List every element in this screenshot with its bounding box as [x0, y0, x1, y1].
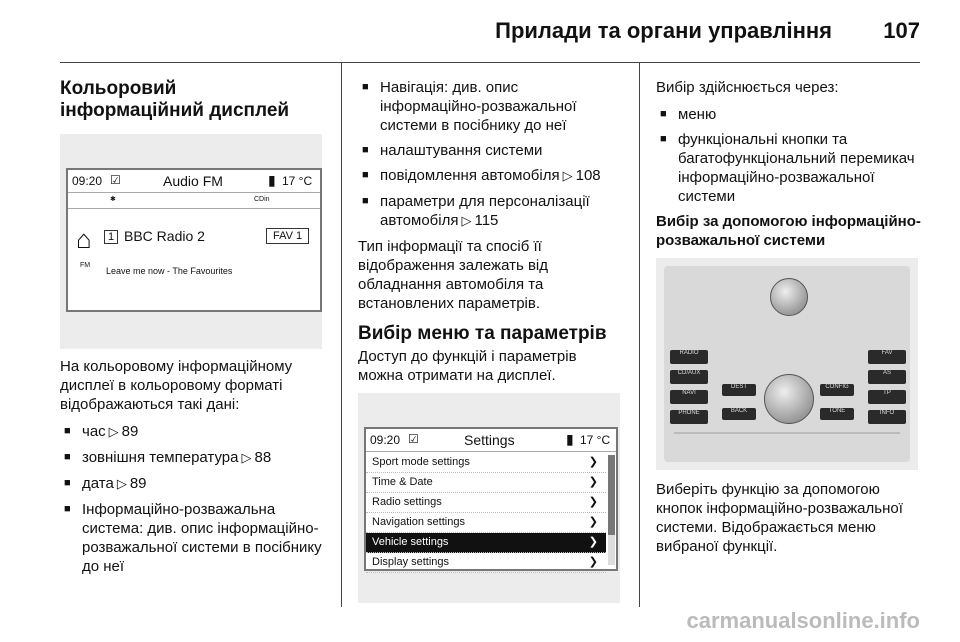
paragraph: Тип інформації та спосіб її відображення залежать від обладнання автомобіля та встановлених параметрів. — [358, 238, 549, 312]
info-list — [358, 78, 620, 231]
radio-icon: ⌂ — [76, 224, 92, 254]
screen-title: Audio FM — [163, 173, 223, 189]
reference-arrow-icon: ▷ — [108, 425, 119, 440]
intro-text: На кольоровому інформаційному дисплеї в кольоровому форматі відображаються такі дані: — [60, 358, 293, 413]
tone-button[interactable]: TONE — [820, 408, 854, 420]
thermometer-icon: ▮ — [566, 431, 574, 447]
intro-text: Вибір здійснюється через: — [656, 79, 839, 96]
section-heading: Вибір меню та параметрів — [358, 323, 607, 344]
menu-item-selected[interactable]: Vehicle settings ❯ — [366, 533, 606, 553]
status-bar — [366, 429, 616, 452]
header-title: Прилади та органи управління — [495, 18, 832, 43]
list-item: ■ меню — [656, 105, 924, 124]
chevron-right-icon: ❯ — [588, 476, 598, 488]
settings-screen — [364, 427, 618, 571]
as-button[interactable]: AS — [868, 370, 906, 384]
menu-item[interactable]: Navigation settings ❯ — [366, 513, 606, 533]
list-item: ■ налаштування системи — [358, 141, 620, 160]
audio-display-figure — [60, 134, 322, 349]
navi-button[interactable]: NAVI — [670, 390, 708, 404]
section-heading: Вибір за допомогою інформаційно-розважальної системи — [656, 213, 921, 249]
column-divider — [639, 62, 640, 607]
section-heading: Кольоровий інформаційний дисплей — [60, 78, 290, 121]
chevron-right-icon: ❯ — [588, 496, 598, 508]
radio-button[interactable]: RADIO — [670, 350, 708, 364]
band-label: FM — [80, 262, 91, 269]
status-bar — [68, 170, 320, 193]
multifunction-knob[interactable] — [764, 374, 814, 424]
clock: 09:20 — [72, 174, 103, 188]
list-item: ■ Навігація: див. опис інформаційно-розважальної системи в посібнику до неї — [358, 78, 620, 135]
audio-icon: ☑ — [110, 173, 121, 187]
thermometer-icon: ▮ — [268, 172, 276, 188]
list-item: ■ параметри для персоналізації автомобіля ▷ 115 — [358, 192, 620, 231]
tp-button[interactable]: TP — [868, 390, 906, 404]
phone-button[interactable]: PHONE — [670, 410, 708, 424]
chevron-right-icon: ❯ — [588, 456, 598, 468]
page-header — [60, 0, 920, 63]
column-3 — [656, 78, 924, 564]
info-list — [60, 422, 322, 576]
control-panel — [664, 266, 910, 462]
chevron-right-icon: ❯ — [588, 516, 598, 528]
chevron-right-icon: ❯ — [588, 536, 598, 548]
list-item: ■ повідомлення автомобіля ▷ 108 — [358, 166, 620, 186]
cd-aux-button[interactable]: CD/AUX — [670, 370, 708, 384]
chevron-right-icon: ❯ — [588, 556, 598, 568]
temperature: 17 °C — [580, 433, 611, 447]
paragraph: Виберіть функцію за допомогою кнопок інформаційно-розважальної системи. Відображається меню вибраної функції. — [656, 481, 903, 555]
reference-arrow-icon: ▷ — [562, 169, 573, 184]
track-info: Leave me now - The Favourites — [106, 266, 233, 276]
list-item: ■ функціональні кнопки та багатофункціональний перемикач інформаційно-розважальної системи — [656, 130, 924, 206]
temperature: 17 °C — [282, 174, 313, 188]
cdin-label: CDin — [254, 196, 270, 203]
reference-arrow-icon: ▷ — [461, 214, 472, 229]
list-item: ■ Інформаційно-розважальна система: див. опис інформаційно-розважальної системи в посібнику до неї — [60, 500, 322, 576]
settings-icon: ☑ — [408, 432, 419, 446]
watermark: carmanualsonline.info — [686, 608, 920, 633]
fav-badge: FAV 1 — [266, 228, 309, 244]
menu-item[interactable]: Display settings ❯ — [366, 553, 606, 573]
settings-menu — [366, 453, 606, 573]
menu-item[interactable]: Radio settings ❯ — [366, 493, 606, 513]
list-item: ■ час ▷ 89 — [60, 422, 322, 442]
column-2 — [358, 78, 620, 603]
scrollbar-thumb[interactable] — [608, 455, 615, 535]
menu-item[interactable]: Time & Date ❯ — [366, 473, 606, 493]
settings-display-figure — [358, 393, 620, 603]
panel-vent — [674, 432, 900, 464]
info-button[interactable]: INFO — [868, 410, 906, 424]
clock: 09:20 — [370, 433, 401, 447]
list-item: ■ дата ▷ 89 — [60, 474, 322, 494]
config-button[interactable]: CONFIG — [820, 384, 854, 396]
page-number: 107 — [883, 18, 920, 43]
back-button[interactable]: BACK — [722, 408, 756, 420]
column-1 — [60, 78, 322, 582]
column-divider — [341, 62, 342, 607]
paragraph: Доступ до функцій і параметрів можна отримати на дисплеї. — [358, 348, 577, 384]
info-list — [656, 105, 924, 206]
reference-arrow-icon: ▷ — [241, 451, 252, 466]
volume-knob[interactable] — [770, 278, 808, 316]
infotainment-panel-figure — [656, 258, 918, 470]
screen-title: Settings — [464, 432, 515, 448]
dest-button[interactable]: DEST — [722, 384, 756, 396]
bluetooth-icon: ✱ — [110, 196, 116, 203]
sub-status-bar — [68, 192, 320, 209]
reference-arrow-icon: ▷ — [116, 477, 127, 492]
list-item: ■ зовнішня температура ▷ 88 — [60, 448, 322, 468]
preset-number: 1 — [104, 230, 118, 244]
station-name: BBC Radio 2 — [124, 228, 205, 244]
fav-button[interactable]: FAV — [868, 350, 906, 364]
scrollbar[interactable] — [608, 455, 615, 565]
audio-screen — [66, 168, 322, 312]
menu-item[interactable]: Sport mode settings ❯ — [366, 453, 606, 473]
